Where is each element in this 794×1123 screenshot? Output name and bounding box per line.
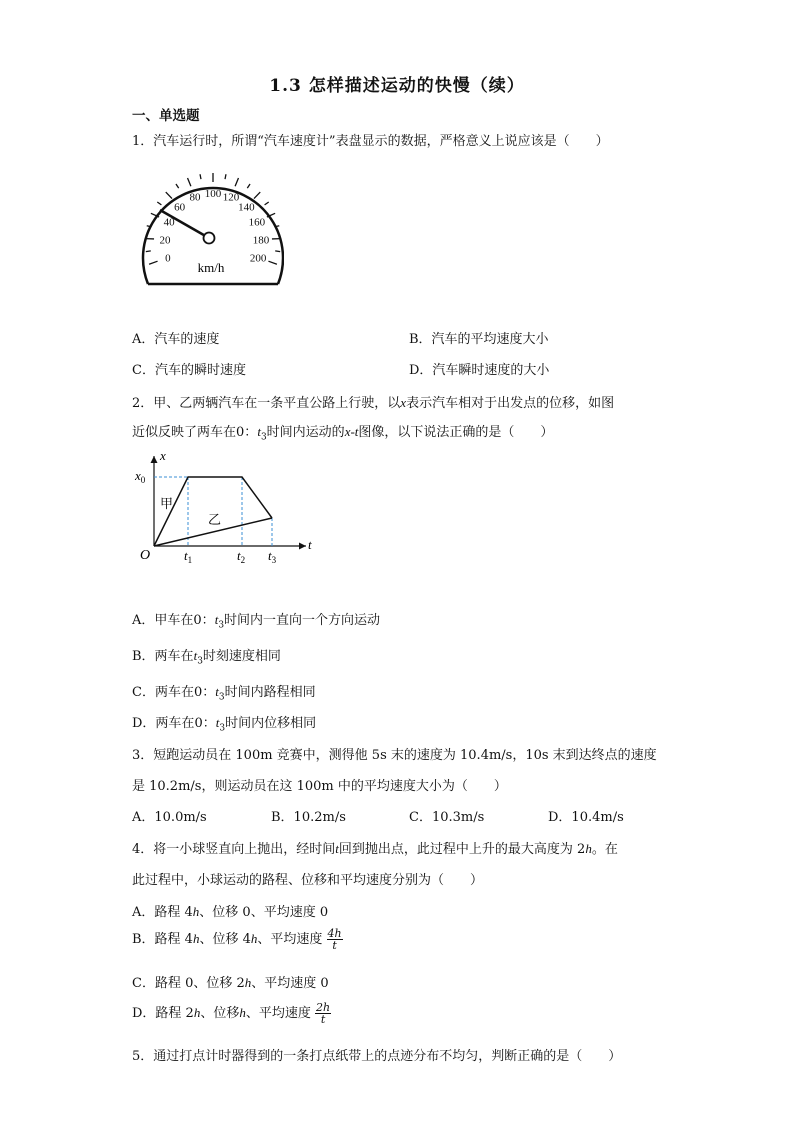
- question-3-stem-line2: 是 10.2m/s，则运动员在这 100m 中的平均速度大小为（ ）: [132, 779, 507, 794]
- question-2-stem-line2: 近似反映了两车在0：$t_3$时间内运动的x-t图像，以下说法正确的是（ ）: [132, 424, 554, 443]
- t2-label: $t_2$: [237, 548, 246, 565]
- dial-tick: [157, 202, 161, 205]
- dial-pivot: [204, 233, 215, 244]
- q3-option-a: A．10.0m/s: [132, 810, 207, 825]
- dial-tick: [188, 178, 191, 186]
- x0-label: $x_0$: [135, 468, 146, 485]
- section-heading: 一、单选题: [132, 108, 200, 124]
- t-axis-label: t: [308, 537, 312, 552]
- question-1-stem: 1．汽车运行时，所谓“汽车速度计”表盘显示的数据，严格意义上说应该是（ ）: [132, 134, 609, 149]
- dial-number: 60: [174, 201, 186, 214]
- q3-option-b: B．10.2m/s: [271, 810, 346, 825]
- question-4-stem-line2: 此过程中，小球运动的路程、位移和平均速度分别为（ ）: [132, 873, 484, 888]
- q4-option-d-fraction: $\frac{2h}{t}$: [316, 1001, 331, 1026]
- dial-number: 20: [159, 234, 171, 247]
- question-5-stem: 5．通过打点计时器得到的一条打点纸带上的点迹分布不均匀，判断正确的是（ ）: [132, 1049, 622, 1064]
- xt-graph: [130, 446, 320, 572]
- q4-option-b: B．路程 4h、位移 4h、平均速度 $\frac{4h}{t}$: [132, 927, 342, 952]
- speedometer-dial: [136, 166, 284, 288]
- t1-label: $t_1$: [184, 548, 193, 565]
- dial-tick: [166, 192, 172, 198]
- dial-tick: [200, 174, 201, 179]
- q2-option-b: B．两车在$t_3$时刻速度相同: [132, 648, 281, 667]
- dial-unit: km/h: [197, 260, 225, 275]
- q4-option-d: D．路程 2h、位移h、平均速度 $\frac{2h}{t}$: [132, 1001, 331, 1026]
- dial-tick: [254, 192, 260, 198]
- question-2-stem-line1: 2．甲、乙两辆汽车在一条平直公路上行驶，以x表示汽车相对于出发点的位移，如图: [132, 395, 615, 411]
- q1-option-b: B．汽车的平均速度大小: [409, 332, 549, 347]
- dial-number: 40: [163, 216, 175, 229]
- page-title: 1.3 怎样描述运动的快慢（续）: [269, 76, 525, 96]
- dial-number: 180: [252, 234, 270, 247]
- dial-tick: [146, 251, 151, 252]
- q3-option-d: D．10.4m/s: [548, 810, 624, 825]
- dial-tick: [268, 261, 276, 264]
- q2-option-c: C．两车在0：$t_3$时间内路程相同: [132, 684, 316, 703]
- dial-tick: [265, 202, 269, 205]
- label-yi: 乙: [208, 512, 222, 527]
- dial-number: 160: [248, 216, 266, 229]
- q2-option-a: A．甲车在0：$t_3$时间内一直向一个方向运动: [132, 612, 381, 631]
- dial-number: 100: [204, 188, 222, 200]
- t3-label: $t_3$: [268, 548, 277, 565]
- q4-option-a: A．路程 4h、位移 0、平均速度 0: [132, 904, 329, 920]
- dial-number: 0: [165, 252, 171, 265]
- q2-option-d: D．两车在0：$t_3$时间内位移相同: [132, 715, 317, 734]
- dial-number: 200: [249, 252, 267, 265]
- question-3-stem-line1: 3．短跑运动员在 100m 竞赛中，测得他 5s 末的速度为 10.4m/s，10s 末到达终点的速度: [132, 748, 657, 763]
- question-4-stem-line1: 4．将一小球竖直向上抛出，经时间t回到抛出点，此过程中上升的最大高度为 2h。在: [132, 841, 618, 857]
- x-axis-label: x: [160, 448, 166, 463]
- dial-tick: [275, 251, 280, 252]
- label-jia: 甲: [160, 496, 174, 511]
- q1-option-d: D．汽车瞬时速度的大小: [409, 363, 550, 378]
- q1-option-c: C．汽车的瞬时速度: [132, 363, 246, 378]
- dial-tick: [235, 178, 238, 186]
- dial-number: 80: [189, 191, 201, 204]
- q4-option-b-fraction: $\frac{4h}{t}$: [327, 927, 342, 952]
- dial-number: 120: [222, 191, 240, 204]
- dial-tick: [149, 261, 157, 264]
- dial-tick: [247, 184, 250, 188]
- q1-option-a: A．汽车的速度: [132, 332, 220, 347]
- dial-tick: [225, 174, 226, 179]
- dial-tick: [176, 184, 179, 188]
- dial-number: 140: [238, 201, 255, 214]
- q4-option-c: C．路程 0、位移 2h、平均速度 0: [132, 975, 329, 991]
- q3-option-c: C．10.3m/s: [409, 810, 485, 825]
- origin-label: O: [140, 548, 151, 563]
